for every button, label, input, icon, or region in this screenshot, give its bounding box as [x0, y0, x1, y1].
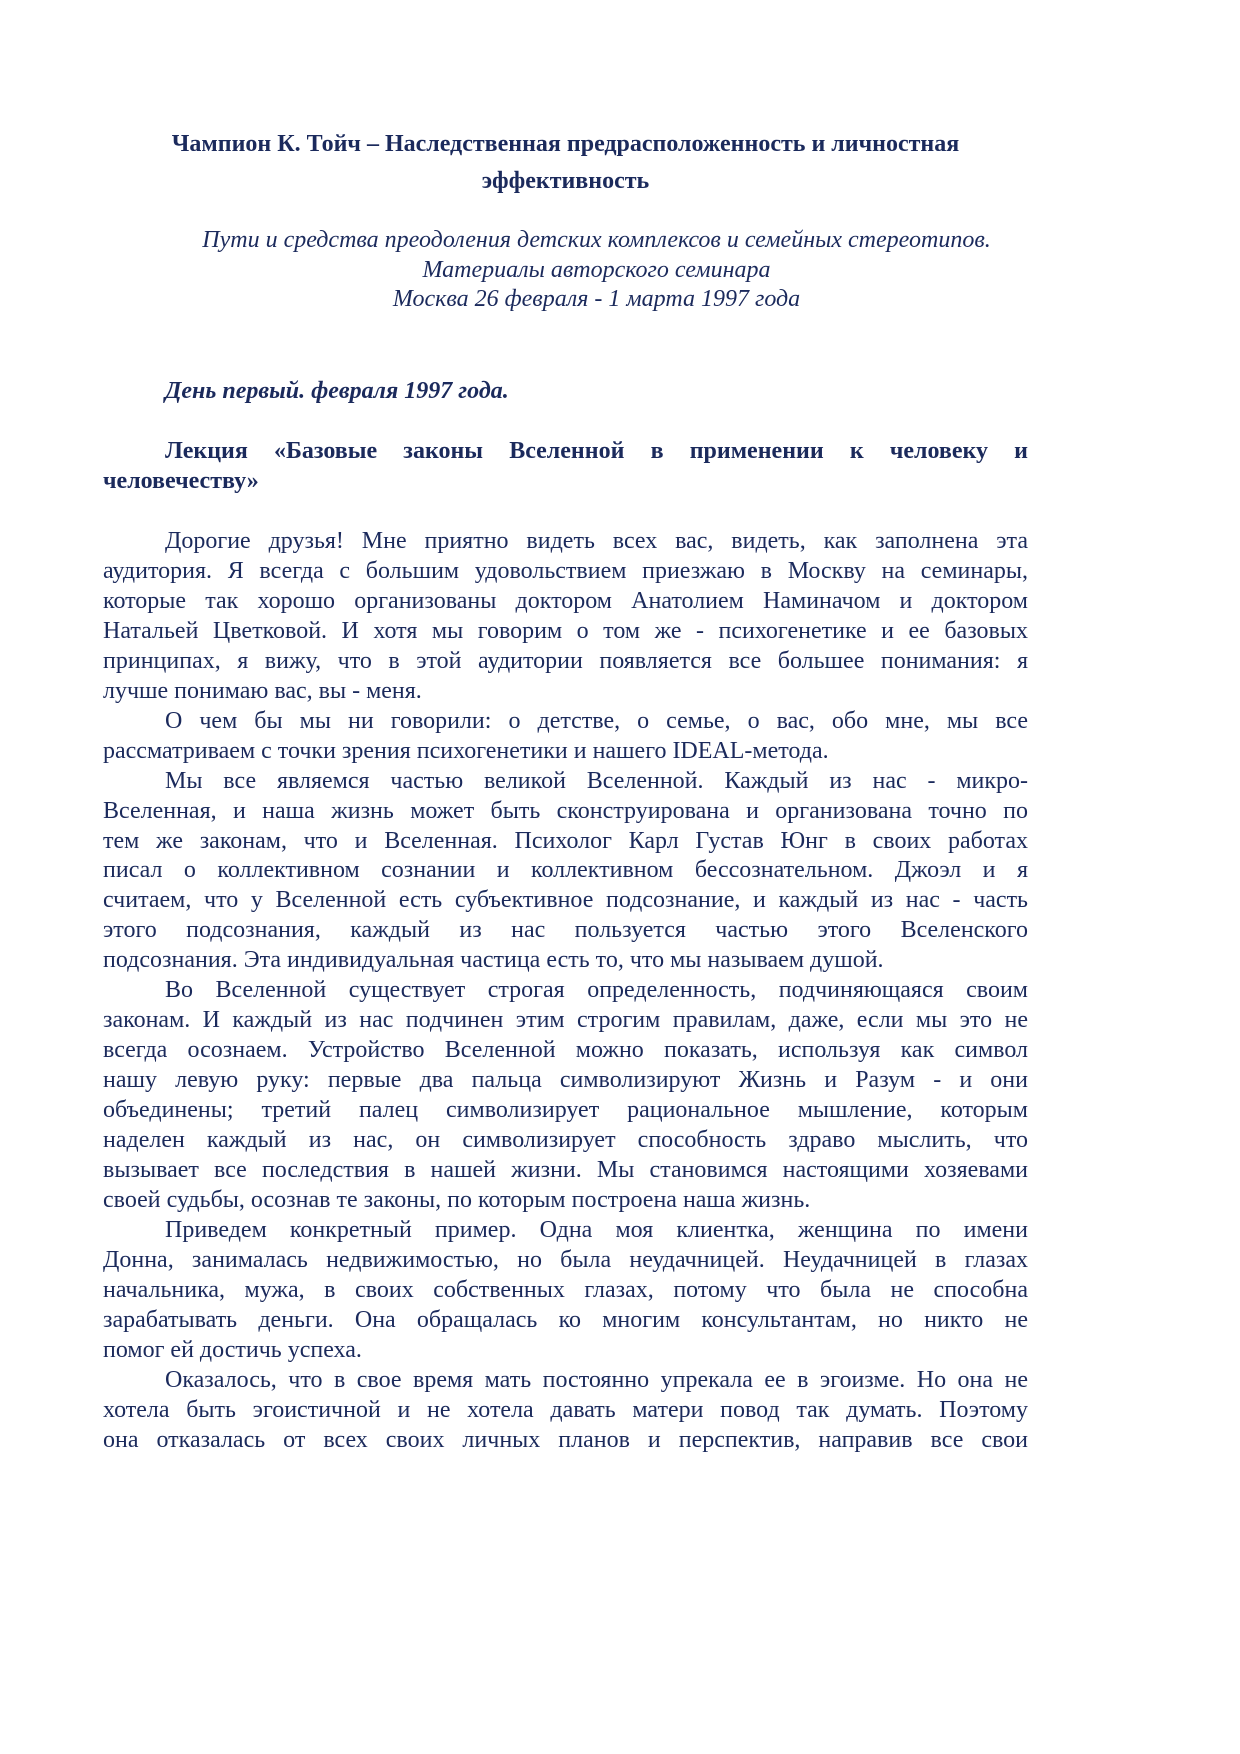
document-subtitle	[165, 226, 1028, 315]
paragraph-line: вызывает все последствия в нашей жизни. Мы становимся настоящими хозяевами	[103, 1157, 1028, 1184]
day-heading: День первый. февраля 1997 года.	[165, 378, 509, 404]
lecture-line: человечеству»	[103, 467, 259, 494]
lecture-line: Лекция «Базовые законы Вселенной в применении к человеку и	[165, 438, 1028, 464]
paragraph-line: Дорогие друзья! Мне приятно видеть всех вас, видеть, как заполнена эта	[165, 528, 1028, 554]
paragraph	[103, 707, 1028, 767]
paragraph	[103, 1366, 1028, 1456]
paragraph-line: Во Вселенной существует строгая определенность, подчиняющаяся своим	[165, 977, 1028, 1004]
lecture-heading	[103, 437, 1028, 496]
paragraph-line: писал о коллективном сознании и коллективном бессознательном. Джоэл и я	[103, 857, 1028, 884]
paragraph-line: она отказалась от всех своих личных планов и перспектив, направив все свои	[103, 1426, 1028, 1453]
paragraph-line: принципах, я вижу, что в этой аудитории появляется все большее понимания: я	[103, 647, 1028, 674]
paragraph-line: объединены; третий палец символизирует рациональное мышление, которым	[103, 1097, 1028, 1124]
paragraph	[103, 767, 1028, 977]
paragraph-line: нашу левую руку: первые два пальца символизируют Жизнь и Разум - и они	[103, 1067, 1028, 1094]
paragraph-line: О чем бы мы ни говорили: о детстве, о семье, о вас, обо мне, мы все	[165, 707, 1028, 734]
paragraph-line: которые так хорошо организованы доктором Анатолием Наминачом и доктором	[103, 587, 1028, 614]
paragraph-line: подсознания. Эта индивидуальная частица есть то, что мы называем душой.	[103, 947, 884, 974]
paragraph-line: этого подсознания, каждый из нас пользуется частью этого Вселенского	[103, 917, 1028, 944]
paragraph-line: наделен каждый из нас, он символизирует способность здраво мыслить, что	[103, 1127, 1028, 1154]
title-line: Чампион К. Тойч – Наследственная предрасположенность и личностная	[171, 131, 960, 157]
paragraph	[103, 527, 1028, 707]
title-line: эффективность	[481, 168, 650, 194]
paragraph-line: Мы все являемся частью великой Вселенной. Каждый из нас - микро-	[165, 767, 1028, 794]
paragraph	[103, 1216, 1028, 1366]
paragraph-line: Приведем конкретный пример. Одна моя клиентка, женщина по имени	[165, 1216, 1028, 1243]
paragraph-line: рассматриваем с точки зрения психогенетики и нашего IDEAL-метода.	[103, 737, 829, 764]
paragraph-line: Донна, занималась недвижимостью, но была неудачницей. Неудачницей в глазах	[103, 1246, 1028, 1273]
document-title	[103, 126, 1028, 200]
body-text	[103, 527, 1028, 1456]
paragraph-line: тем же законам, что и Вселенная. Психолог Карл Густав Юнг в своих работах	[103, 827, 1028, 854]
paragraph-line: всегда осознаем. Устройство Вселенной можно показать, используя как символ	[103, 1037, 1028, 1064]
paragraph-line: законам. И каждый из нас подчинен этим строгим правилам, даже, если мы это не	[103, 1007, 1028, 1034]
subtitle-line: Пути и средства преодоления детских комплексов и семейных стереотипов.	[202, 227, 991, 253]
paragraph-line: зарабатывать деньги. Она обращалась ко многим консультантам, но никто не	[103, 1306, 1028, 1333]
paragraph-line: считаем, что у Вселенной есть субъективное подсознание, и каждый из нас - часть	[103, 887, 1028, 914]
paragraph-line: Оказалось, что в свое время мать постоянно упрекала ее в эгоизме. Но она не	[165, 1366, 1028, 1393]
subtitle-line: Материалы авторского семинара	[422, 256, 771, 283]
paragraph-line: лучше понимаю вас, вы - меня.	[103, 677, 422, 704]
paragraph-line: Натальей Цветковой. И хотя мы говорим о том же - психогенетике и ее базовых	[103, 617, 1028, 644]
paragraph-line: аудитория. Я всегда с большим удовольствием приезжаю в Москву на семинары,	[103, 557, 1028, 584]
subtitle-line: Москва 26 февраля - 1 марта 1997 года	[392, 286, 801, 312]
paragraph-line: своей судьбы, осознав те законы, по которым построена наша жизнь.	[103, 1186, 811, 1213]
paragraph-line: хотела быть эгоистичной и не хотела давать матери повод так думать. Поэтому	[103, 1396, 1028, 1423]
paragraph	[103, 976, 1028, 1216]
paragraph-line: Вселенная, и наша жизнь может быть сконструирована и организована точно по	[103, 797, 1028, 824]
paragraph-line: помог ей достичь успеха.	[103, 1336, 362, 1363]
paragraph-line: начальника, мужа, в своих собственных глазах, потому что была не способна	[103, 1276, 1028, 1303]
